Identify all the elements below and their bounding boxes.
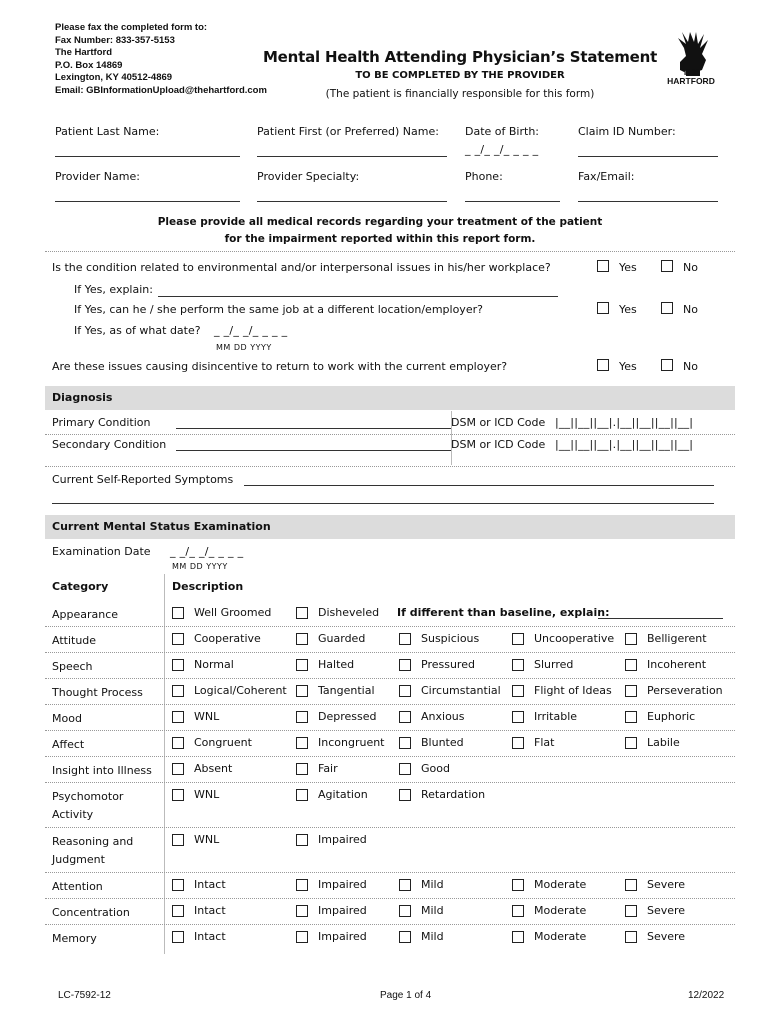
mse-category-label: Attention bbox=[52, 880, 103, 893]
row-divider bbox=[45, 704, 735, 705]
mse-option-label: Impaired bbox=[318, 904, 367, 917]
as-of-date-field[interactable]: _ _/_ _/_ _ _ _ bbox=[214, 324, 288, 337]
divider bbox=[451, 411, 452, 465]
mse-option-checkbox[interactable] bbox=[296, 685, 308, 697]
mse-option-checkbox[interactable] bbox=[296, 659, 308, 671]
mse-option-checkbox[interactable] bbox=[172, 685, 184, 697]
mse-option-label: Labile bbox=[647, 736, 680, 749]
form-date: 12/2022 bbox=[688, 990, 725, 1001]
yes-label: Yes bbox=[619, 261, 637, 274]
baseline-explain-label: If different than baseline, explain: bbox=[397, 606, 610, 619]
mse-option-checkbox[interactable] bbox=[296, 737, 308, 749]
workplace-question: Is the condition related to environmental and/or interpersonal issues in his/her workplace? bbox=[52, 261, 551, 274]
mse-category-label: Psychomotor Activity bbox=[52, 790, 124, 821]
mse-category-label: Memory bbox=[52, 932, 97, 945]
mse-option-checkbox[interactable] bbox=[625, 711, 637, 723]
same-job-no-checkbox[interactable] bbox=[661, 302, 673, 314]
provider-name-label: Provider Name: bbox=[55, 170, 140, 183]
table-column-divider bbox=[164, 574, 165, 954]
mse-option-label: Severe bbox=[647, 930, 686, 943]
mse-option-label: Flat bbox=[534, 736, 555, 749]
exam-date-field[interactable]: _ _/_ _/_ _ _ _ bbox=[170, 545, 244, 558]
exam-date-label: Examination Date bbox=[52, 545, 151, 558]
mse-option-label: Pressured bbox=[421, 658, 475, 671]
mse-option-checkbox[interactable] bbox=[625, 685, 637, 697]
mse-option-label: Severe bbox=[647, 878, 686, 891]
divider bbox=[45, 466, 735, 467]
icd-code-label: DSM or ICD Code bbox=[451, 438, 546, 451]
provider-specialty-field[interactable] bbox=[257, 201, 447, 202]
mse-option-label: Halted bbox=[318, 658, 355, 671]
mse-option-checkbox[interactable] bbox=[399, 711, 411, 723]
mse-option-label: Mild bbox=[421, 878, 444, 891]
records-notice bbox=[100, 214, 660, 248]
mse-option-checkbox[interactable] bbox=[172, 789, 184, 801]
provider-specialty-label: Provider Specialty: bbox=[257, 170, 360, 183]
mse-option-checkbox[interactable] bbox=[512, 931, 524, 943]
fax-line: Lexington, KY 40512-4869 bbox=[55, 72, 173, 84]
mse-option-label: Absent bbox=[194, 762, 233, 775]
fax-line: Fax Number: 833-357-5153 bbox=[55, 34, 175, 46]
row-divider bbox=[45, 652, 735, 653]
row-divider bbox=[45, 730, 735, 731]
mse-option-label: Congruent bbox=[194, 736, 252, 749]
mse-option-checkbox[interactable] bbox=[172, 905, 184, 917]
patient-last-name-field[interactable] bbox=[55, 156, 240, 157]
mse-option-label: Logical/Coherent bbox=[194, 684, 287, 697]
mse-option-label: Depressed bbox=[318, 710, 377, 723]
mse-option-checkbox[interactable] bbox=[172, 633, 184, 645]
mse-option-label: Good bbox=[421, 762, 450, 775]
mse-option-checkbox[interactable] bbox=[512, 879, 524, 891]
hartford-logo bbox=[660, 26, 722, 92]
form-subtitle: TO BE COMPLETED BY THE PROVIDER bbox=[355, 70, 565, 81]
mse-option-label: Impaired bbox=[318, 833, 367, 846]
mse-option-label: WNL bbox=[194, 833, 220, 846]
mse-option-label: Guarded bbox=[318, 632, 366, 645]
provider-name-field[interactable] bbox=[55, 201, 240, 202]
mse-category-label: Concentration bbox=[52, 906, 130, 919]
mse-option-checkbox[interactable] bbox=[296, 633, 308, 645]
dob-field[interactable]: _ _/_ _/_ _ _ _ bbox=[465, 143, 539, 156]
fax-email-field[interactable] bbox=[578, 201, 718, 202]
mse-heading: Current Mental Status Examination bbox=[45, 515, 735, 539]
form-note: (The patient is financially responsible for this form) bbox=[325, 88, 595, 100]
row-divider bbox=[45, 782, 735, 783]
mse-option-checkbox[interactable] bbox=[512, 711, 524, 723]
yes-label: Yes bbox=[619, 360, 637, 373]
mse-option-checkbox[interactable] bbox=[625, 931, 637, 943]
icd-code-label: DSM or ICD Code bbox=[451, 416, 546, 429]
row-divider bbox=[45, 872, 735, 873]
same-job-question: If Yes, can he / she perform the same job at a different location/employer? bbox=[74, 303, 483, 316]
mse-option-checkbox[interactable] bbox=[512, 659, 524, 671]
secondary-icd-code-field[interactable]: |__||__||__|.|__||__||__||__| bbox=[555, 438, 694, 451]
mse-option-label: Belligerent bbox=[647, 632, 707, 645]
no-label: No bbox=[683, 261, 698, 274]
logo-text bbox=[662, 68, 720, 86]
row-divider bbox=[45, 827, 735, 828]
mse-option-checkbox[interactable] bbox=[172, 607, 184, 619]
row-divider bbox=[45, 626, 735, 627]
mse-option-label: Irritable bbox=[534, 710, 578, 723]
disincentive-yes-checkbox[interactable] bbox=[597, 359, 609, 371]
workplace-yes-checkbox[interactable] bbox=[597, 260, 609, 272]
secondary-condition-label: Secondary Condition bbox=[52, 438, 167, 451]
row-divider bbox=[45, 756, 735, 757]
mse-option-checkbox[interactable] bbox=[399, 879, 411, 891]
mse-option-label: Perseveration bbox=[647, 684, 723, 697]
mse-option-checkbox[interactable] bbox=[296, 834, 308, 846]
patient-first-name-field[interactable] bbox=[257, 156, 447, 157]
disincentive-no-checkbox[interactable] bbox=[661, 359, 673, 371]
mse-option-label: Cooperative bbox=[194, 632, 261, 645]
primary-condition-field[interactable] bbox=[176, 428, 451, 429]
mse-option-checkbox[interactable] bbox=[296, 607, 308, 619]
category-header: Category bbox=[52, 580, 109, 593]
divider bbox=[45, 434, 735, 435]
mse-option-label: Mild bbox=[421, 930, 444, 943]
mse-option-label: Flight of Ideas bbox=[534, 684, 612, 697]
mse-option-label: Severe bbox=[647, 904, 686, 917]
mse-option-checkbox[interactable] bbox=[399, 763, 411, 775]
explain-field[interactable] bbox=[158, 296, 558, 297]
mse-option-checkbox[interactable] bbox=[399, 789, 411, 801]
mse-option-label: Slurred bbox=[534, 658, 574, 671]
mse-option-label: Fair bbox=[318, 762, 338, 775]
secondary-condition-field[interactable] bbox=[176, 450, 451, 451]
mse-option-label: Well Groomed bbox=[194, 606, 272, 619]
mse-option-checkbox[interactable] bbox=[512, 737, 524, 749]
mse-option-checkbox[interactable] bbox=[399, 737, 411, 749]
mse-option-checkbox[interactable] bbox=[625, 633, 637, 645]
mse-option-label: Moderate bbox=[534, 930, 587, 943]
mse-option-label: Impaired bbox=[318, 878, 367, 891]
mse-option-label: Tangential bbox=[318, 684, 375, 697]
mse-option-label: Blunted bbox=[421, 736, 464, 749]
mse-option-label: WNL bbox=[194, 710, 220, 723]
description-header: Description bbox=[172, 580, 244, 593]
mse-option-checkbox[interactable] bbox=[399, 659, 411, 671]
date-format-hint: MM DD YYYY bbox=[216, 343, 272, 352]
no-label: No bbox=[683, 303, 698, 316]
fax-instructions bbox=[55, 22, 267, 98]
mse-category-label: Speech bbox=[52, 660, 93, 673]
fax-line: Email: GBInformationUpload@thehartford.com bbox=[55, 84, 267, 96]
mse-option-label: Moderate bbox=[534, 904, 587, 917]
mse-option-label: Intact bbox=[194, 878, 226, 891]
patient-first-name-label: Patient First (or Preferred) Name: bbox=[257, 125, 439, 138]
mse-option-checkbox[interactable] bbox=[172, 737, 184, 749]
baseline-explain-field[interactable] bbox=[598, 618, 723, 619]
patient-last-name-label: Patient Last Name: bbox=[55, 125, 160, 138]
mse-option-label: Circumstantial bbox=[421, 684, 501, 697]
primary-icd-code-field[interactable]: |__||__||__|.|__||__||__||__| bbox=[555, 416, 694, 429]
diagnosis-heading: Diagnosis bbox=[45, 386, 735, 410]
mse-option-label: Normal bbox=[194, 658, 234, 671]
same-job-yes-checkbox[interactable] bbox=[597, 302, 609, 314]
fax-line: The Hartford bbox=[55, 47, 112, 59]
mse-option-checkbox[interactable] bbox=[625, 737, 637, 749]
mse-option-label: Moderate bbox=[534, 878, 587, 891]
mse-option-label: Impaired bbox=[318, 930, 367, 943]
mse-option-checkbox[interactable] bbox=[512, 633, 524, 645]
divider bbox=[45, 251, 735, 252]
mse-option-checkbox[interactable] bbox=[512, 905, 524, 917]
mse-option-checkbox[interactable] bbox=[172, 834, 184, 846]
row-divider bbox=[45, 678, 735, 679]
dob-label: Date of Birth: bbox=[465, 125, 540, 138]
phone-label: Phone: bbox=[465, 170, 503, 183]
no-label: No bbox=[683, 360, 698, 373]
form-id: LC-7592-12 bbox=[58, 990, 111, 1001]
mse-category-label: Appearance bbox=[52, 608, 119, 621]
mse-option-checkbox[interactable] bbox=[399, 685, 411, 697]
mse-category-label: Affect bbox=[52, 738, 85, 751]
mse-option-checkbox[interactable] bbox=[172, 931, 184, 943]
records-notice-line: for the impairment reported within this report form. bbox=[224, 233, 536, 245]
workplace-no-checkbox[interactable] bbox=[661, 260, 673, 272]
claim-id-field[interactable] bbox=[578, 156, 718, 157]
mse-option-checkbox[interactable] bbox=[296, 879, 308, 891]
mse-option-label: Incoherent bbox=[647, 658, 707, 671]
disincentive-question: Are these issues causing disincentive to return to work with the current employer? bbox=[52, 360, 508, 373]
form-title: Mental Health Attending Physician’s Statement bbox=[262, 48, 658, 66]
page-number: Page 1 of 4 bbox=[380, 990, 432, 1001]
mse-option-checkbox[interactable] bbox=[399, 633, 411, 645]
symptoms-label: Current Self-Reported Symptoms bbox=[52, 473, 234, 486]
mse-option-checkbox[interactable] bbox=[172, 711, 184, 723]
records-notice-line: Please provide all medical records regarding your treatment of the patient bbox=[157, 216, 603, 228]
mse-option-checkbox[interactable] bbox=[296, 763, 308, 775]
date-question: If Yes, as of what date? bbox=[74, 324, 201, 337]
mse-option-checkbox[interactable] bbox=[625, 659, 637, 671]
mse-option-checkbox[interactable] bbox=[625, 905, 637, 917]
mse-option-label: Retardation bbox=[421, 788, 486, 801]
fax-line: Please fax the completed form to: bbox=[55, 22, 208, 33]
mse-category-label: Attitude bbox=[52, 634, 97, 647]
mse-option-checkbox[interactable] bbox=[296, 789, 308, 801]
mse-option-checkbox[interactable] bbox=[296, 931, 308, 943]
claim-id-label: Claim ID Number: bbox=[578, 125, 676, 138]
explain-label: If Yes, explain: bbox=[74, 283, 153, 296]
row-divider bbox=[45, 924, 735, 925]
mse-option-checkbox[interactable] bbox=[296, 905, 308, 917]
logo-text-hartford: HARTFORD bbox=[667, 76, 715, 86]
mse-option-checkbox[interactable] bbox=[172, 879, 184, 891]
mse-option-checkbox[interactable] bbox=[399, 931, 411, 943]
logo-text-the: THE bbox=[682, 67, 700, 77]
mse-option-label: Intact bbox=[194, 904, 226, 917]
mse-option-label: Anxious bbox=[421, 710, 465, 723]
mse-category-label: Reasoning and Judgment bbox=[52, 835, 134, 866]
mse-category-label: Thought Process bbox=[52, 686, 143, 699]
mse-option-label: Mild bbox=[421, 904, 444, 917]
row-divider bbox=[45, 898, 735, 899]
symptoms-field[interactable] bbox=[244, 485, 714, 486]
fax-email-label: Fax/Email: bbox=[578, 170, 635, 183]
mse-option-label: Intact bbox=[194, 930, 226, 943]
mse-option-label: Euphoric bbox=[647, 710, 696, 723]
mse-option-label: Uncooperative bbox=[534, 632, 615, 645]
mse-option-label: Disheveled bbox=[318, 606, 380, 619]
symptoms-field-line2[interactable] bbox=[52, 503, 714, 504]
mse-option-label: Agitation bbox=[318, 788, 368, 801]
mse-option-label: Suspicious bbox=[421, 632, 480, 645]
mse-category-label: Insight into Illness bbox=[52, 764, 152, 777]
mse-option-checkbox[interactable] bbox=[625, 879, 637, 891]
mse-option-label: WNL bbox=[194, 788, 220, 801]
mse-option-label: Incongruent bbox=[318, 736, 385, 749]
phone-field[interactable] bbox=[465, 201, 560, 202]
mse-option-checkbox[interactable] bbox=[399, 905, 411, 917]
mse-category-label: Mood bbox=[52, 712, 82, 725]
primary-condition-label: Primary Condition bbox=[52, 416, 151, 429]
mse-option-checkbox[interactable] bbox=[296, 711, 308, 723]
yes-label: Yes bbox=[619, 303, 637, 316]
fax-line: P.O. Box 14869 bbox=[55, 59, 123, 71]
mse-option-checkbox[interactable] bbox=[512, 685, 524, 697]
mse-option-checkbox[interactable] bbox=[172, 659, 184, 671]
mse-option-checkbox[interactable] bbox=[172, 763, 184, 775]
date-format-hint: MM DD YYYY bbox=[172, 562, 228, 571]
